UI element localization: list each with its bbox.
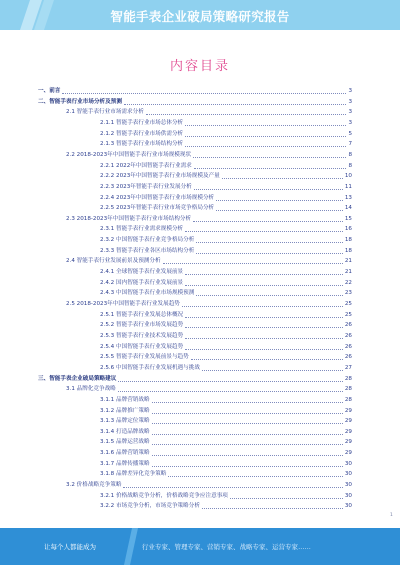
toc-entry-title: 3.1.6 品牌营销策略 [100, 450, 150, 457]
toc-entry[interactable] [100, 414, 352, 425]
toc-entry[interactable] [100, 233, 352, 244]
toc-entry-page: 22 [344, 279, 352, 286]
toc-entry[interactable] [100, 222, 352, 233]
toc-entry-page: 25 [344, 301, 352, 307]
toc-entry[interactable] [100, 393, 352, 404]
toc-entry-page: 3 [348, 119, 352, 126]
toc-entry-title: 2.1.1 智能手表行业市场总体分析 [100, 119, 184, 126]
toc-entry-title: 2.3.3 智能手表行业各区市场结构分析 [100, 247, 195, 254]
toc-entry-page: 29 [344, 428, 352, 435]
toc-entry[interactable] [66, 382, 352, 393]
toc-entry-page: 30 [344, 460, 352, 467]
toc-entry-page: 28 [344, 386, 352, 393]
toc-entry[interactable] [100, 159, 352, 170]
toc-entry-title: 2.4.1 全球智能手表行业发展前景 [100, 269, 184, 276]
toc-entry-title: 2.2 2018-2023年中国智能手表行业市场规模现状 [66, 151, 192, 158]
toc-entry-title: 3.1.2 品牌推广策略 [100, 407, 150, 414]
toc-entry-title: 3.1.1 品牌营销战略 [100, 396, 150, 403]
toc-entry-title: 2.2.3 2023年智能手表行业发展分析 [100, 183, 192, 190]
footer-tagline: 让每个人都能成为 [44, 544, 96, 551]
toc-entry-page: 18 [344, 247, 352, 254]
toc-entry-page: 30 [344, 482, 352, 489]
toc-entry-title: 2.5.5 智能手表行业发展前景与趋势 [100, 354, 189, 361]
toc-entry-title: 2.4.3 中国智能手表行业市场规模预测 [100, 290, 195, 297]
toc-heading: 内容目录 [169, 59, 230, 74]
footer-slogan: 行业专家、管理专家、营销专家、战略专家、运营专家…… [142, 544, 311, 551]
toc-entry-page: 18 [344, 237, 352, 244]
toc-entry[interactable] [66, 148, 352, 159]
toc-entry[interactable] [100, 404, 352, 415]
toc-entry[interactable] [100, 276, 352, 287]
toc-entry-title: 2.5.2 智能手表行业市场发展趋势 [100, 322, 184, 329]
toc-entry-page: 3 [348, 88, 352, 94]
toc-entry-page: 29 [344, 439, 352, 446]
toc-entry[interactable] [100, 329, 352, 340]
toc-entry[interactable] [100, 180, 352, 191]
toc-entry-page: 29 [344, 418, 352, 425]
toc-entry[interactable] [100, 425, 352, 436]
toc-entry[interactable] [38, 95, 352, 106]
toc-entry-page: 28 [344, 375, 352, 382]
toc-entry-page: 3 [348, 98, 352, 105]
toc-entry-page: 8 [348, 162, 352, 169]
toc-entry-title: 2.5.3 智能手表行业技术发展趋势 [100, 332, 184, 339]
toc-entry-page: 26 [344, 343, 352, 350]
toc-entry-title: 3.1 品牌化竞争战略 [66, 386, 116, 393]
toc-entry-page: 28 [344, 396, 352, 403]
report-title: 智能手表企业破局策略研究报告 [110, 9, 290, 24]
toc-entry-page: 8 [348, 151, 352, 158]
toc-entry-title: 2.5.4 中国智能手表行业发展趋势 [100, 343, 184, 350]
toc-entry[interactable] [66, 212, 352, 223]
toc-entry[interactable] [66, 254, 352, 265]
toc-entry-title: 2.1 智能手表行业市场需求分析 [66, 109, 144, 116]
toc-entry-page: 25 [344, 311, 352, 318]
toc-entry-page: 3 [348, 109, 352, 116]
toc-entry-page: 30 [344, 471, 352, 478]
toc-entry-page: 26 [344, 332, 352, 339]
toc-entry-title: 3.2.2 市场竞争分析，市场竞争策略分析 [100, 503, 200, 510]
toc-entry-title: 3.1.3 品牌定位策略 [100, 418, 150, 425]
toc-entry-title: 2.3.1 智能手表行业需求规模分析 [100, 226, 184, 233]
toc-entry-title: 2.1.3 智能手表行业市场结构分析 [100, 141, 184, 148]
toc-entry-title: 2.5.6 中国智能手表行业发展机遇与挑战 [100, 364, 200, 371]
toc-entry-title: 2.4.2 国内智能手表行业发展前景 [100, 279, 184, 286]
toc-entry-page: 21 [344, 269, 352, 276]
toc-entry-page: 23 [344, 290, 352, 297]
toc-entry[interactable] [38, 372, 352, 383]
toc-entry[interactable] [100, 435, 352, 446]
toc-entry-page: 26 [344, 354, 352, 361]
toc-entry[interactable] [100, 340, 352, 351]
toc-entry[interactable] [100, 201, 352, 212]
footer-slash-decoration [124, 528, 138, 565]
toc-entry[interactable] [100, 265, 352, 276]
toc-entry-page: 30 [344, 492, 352, 499]
toc-entry-title: 2.2.4 2023年中国智能手表行业市场规模分析 [100, 194, 215, 201]
toc-entry-title: 2.1.2 智能手表行业市场供需分析 [100, 130, 184, 137]
toc-entry-title: 3.1.5 品牌运营战略 [100, 439, 150, 446]
toc-entry-page: 5 [348, 130, 352, 137]
toc-entry-page: 26 [344, 322, 352, 329]
toc-entry-title: 一、前言 [38, 88, 61, 94]
toc-entry[interactable] [100, 286, 352, 297]
toc-entry[interactable] [100, 467, 352, 478]
toc-entry-title: 2.2.1 2022年中国智能手表行业需求 [100, 162, 192, 169]
toc-leader-dots [202, 508, 343, 509]
toc-entry[interactable] [66, 297, 352, 308]
toc-entry[interactable] [100, 127, 352, 138]
toc-entry-page: 13 [344, 194, 352, 201]
toc-entry-page: 16 [344, 226, 352, 233]
toc-entry[interactable] [100, 446, 352, 457]
toc-entry-title: 2.3.2 中国智能手表行业竞争格局分析 [100, 237, 195, 244]
toc-entry[interactable] [100, 350, 352, 361]
toc-entry-title: 3.2.1 价格战略竞争分析，价格战略竞争应注意事项 [100, 492, 228, 499]
toc-entry[interactable] [66, 105, 352, 116]
toc-entry-page: 15 [344, 215, 352, 222]
toc-entry-title: 2.2.2 2023年中国智能手表行业市场规模及产量 [100, 173, 220, 180]
toc-entry[interactable] [100, 489, 352, 500]
toc-entry-title: 2.5.1 智能手表行业发展总体概况 [100, 311, 184, 318]
toc-entry-title: 3.2 价格战略竞争策略 [66, 482, 122, 489]
page-number: 1 [390, 513, 393, 518]
toc-entry[interactable] [100, 457, 352, 468]
toc-entry[interactable] [100, 318, 352, 329]
toc-entry[interactable] [100, 361, 352, 372]
toc-entry[interactable] [100, 308, 352, 319]
toc-entry-title: 3.1.8 品牌差异化竞争策略 [100, 471, 167, 478]
toc-entry-page: 21 [344, 258, 352, 265]
toc-entry[interactable] [100, 244, 352, 255]
toc-entry-title: 3.1.7 品牌传播策略 [100, 460, 150, 467]
toc-entry-title: 二、智能手表行业市场分析及预测 [38, 98, 122, 105]
toc-entry-page: 7 [348, 141, 352, 148]
toc-entry[interactable] [100, 169, 352, 180]
toc-entry-page: 30 [344, 503, 352, 510]
toc-entry[interactable] [100, 116, 352, 127]
toc-entry-page: 29 [344, 450, 352, 457]
top-banner [0, 0, 400, 30]
toc-entry[interactable] [66, 478, 352, 489]
toc-entry-page: 11 [344, 183, 352, 190]
toc-entry[interactable] [100, 137, 352, 148]
footer-banner [0, 528, 400, 565]
toc-entry-title: 三、智能手表企业破局策略建议 [38, 375, 117, 382]
toc-entry-page: 27 [344, 364, 352, 371]
toc-entry-title: 2.5 2018-2023年中国智能手表行业发展趋势 [66, 301, 180, 307]
toc-entry-title: 2.2.5 2023年智能手表行业市场竞争格局分析 [100, 205, 215, 212]
toc-entry-title: 2.4 智能手表行业发展前景及预测分析 [66, 258, 161, 265]
toc-entry[interactable] [38, 84, 352, 95]
toc-entry-title: 3.1.4 打造品牌战略 [100, 428, 150, 435]
toc-entry-page: 14 [344, 205, 352, 212]
toc-entry-page: 29 [344, 407, 352, 414]
toc-entry-title: 2.3 2018-2023年中国智能手表行业市场结构分析 [66, 215, 192, 222]
toc-entry[interactable] [100, 499, 352, 510]
toc-entry[interactable] [100, 191, 352, 202]
toc-entry-page: 10 [344, 173, 352, 180]
